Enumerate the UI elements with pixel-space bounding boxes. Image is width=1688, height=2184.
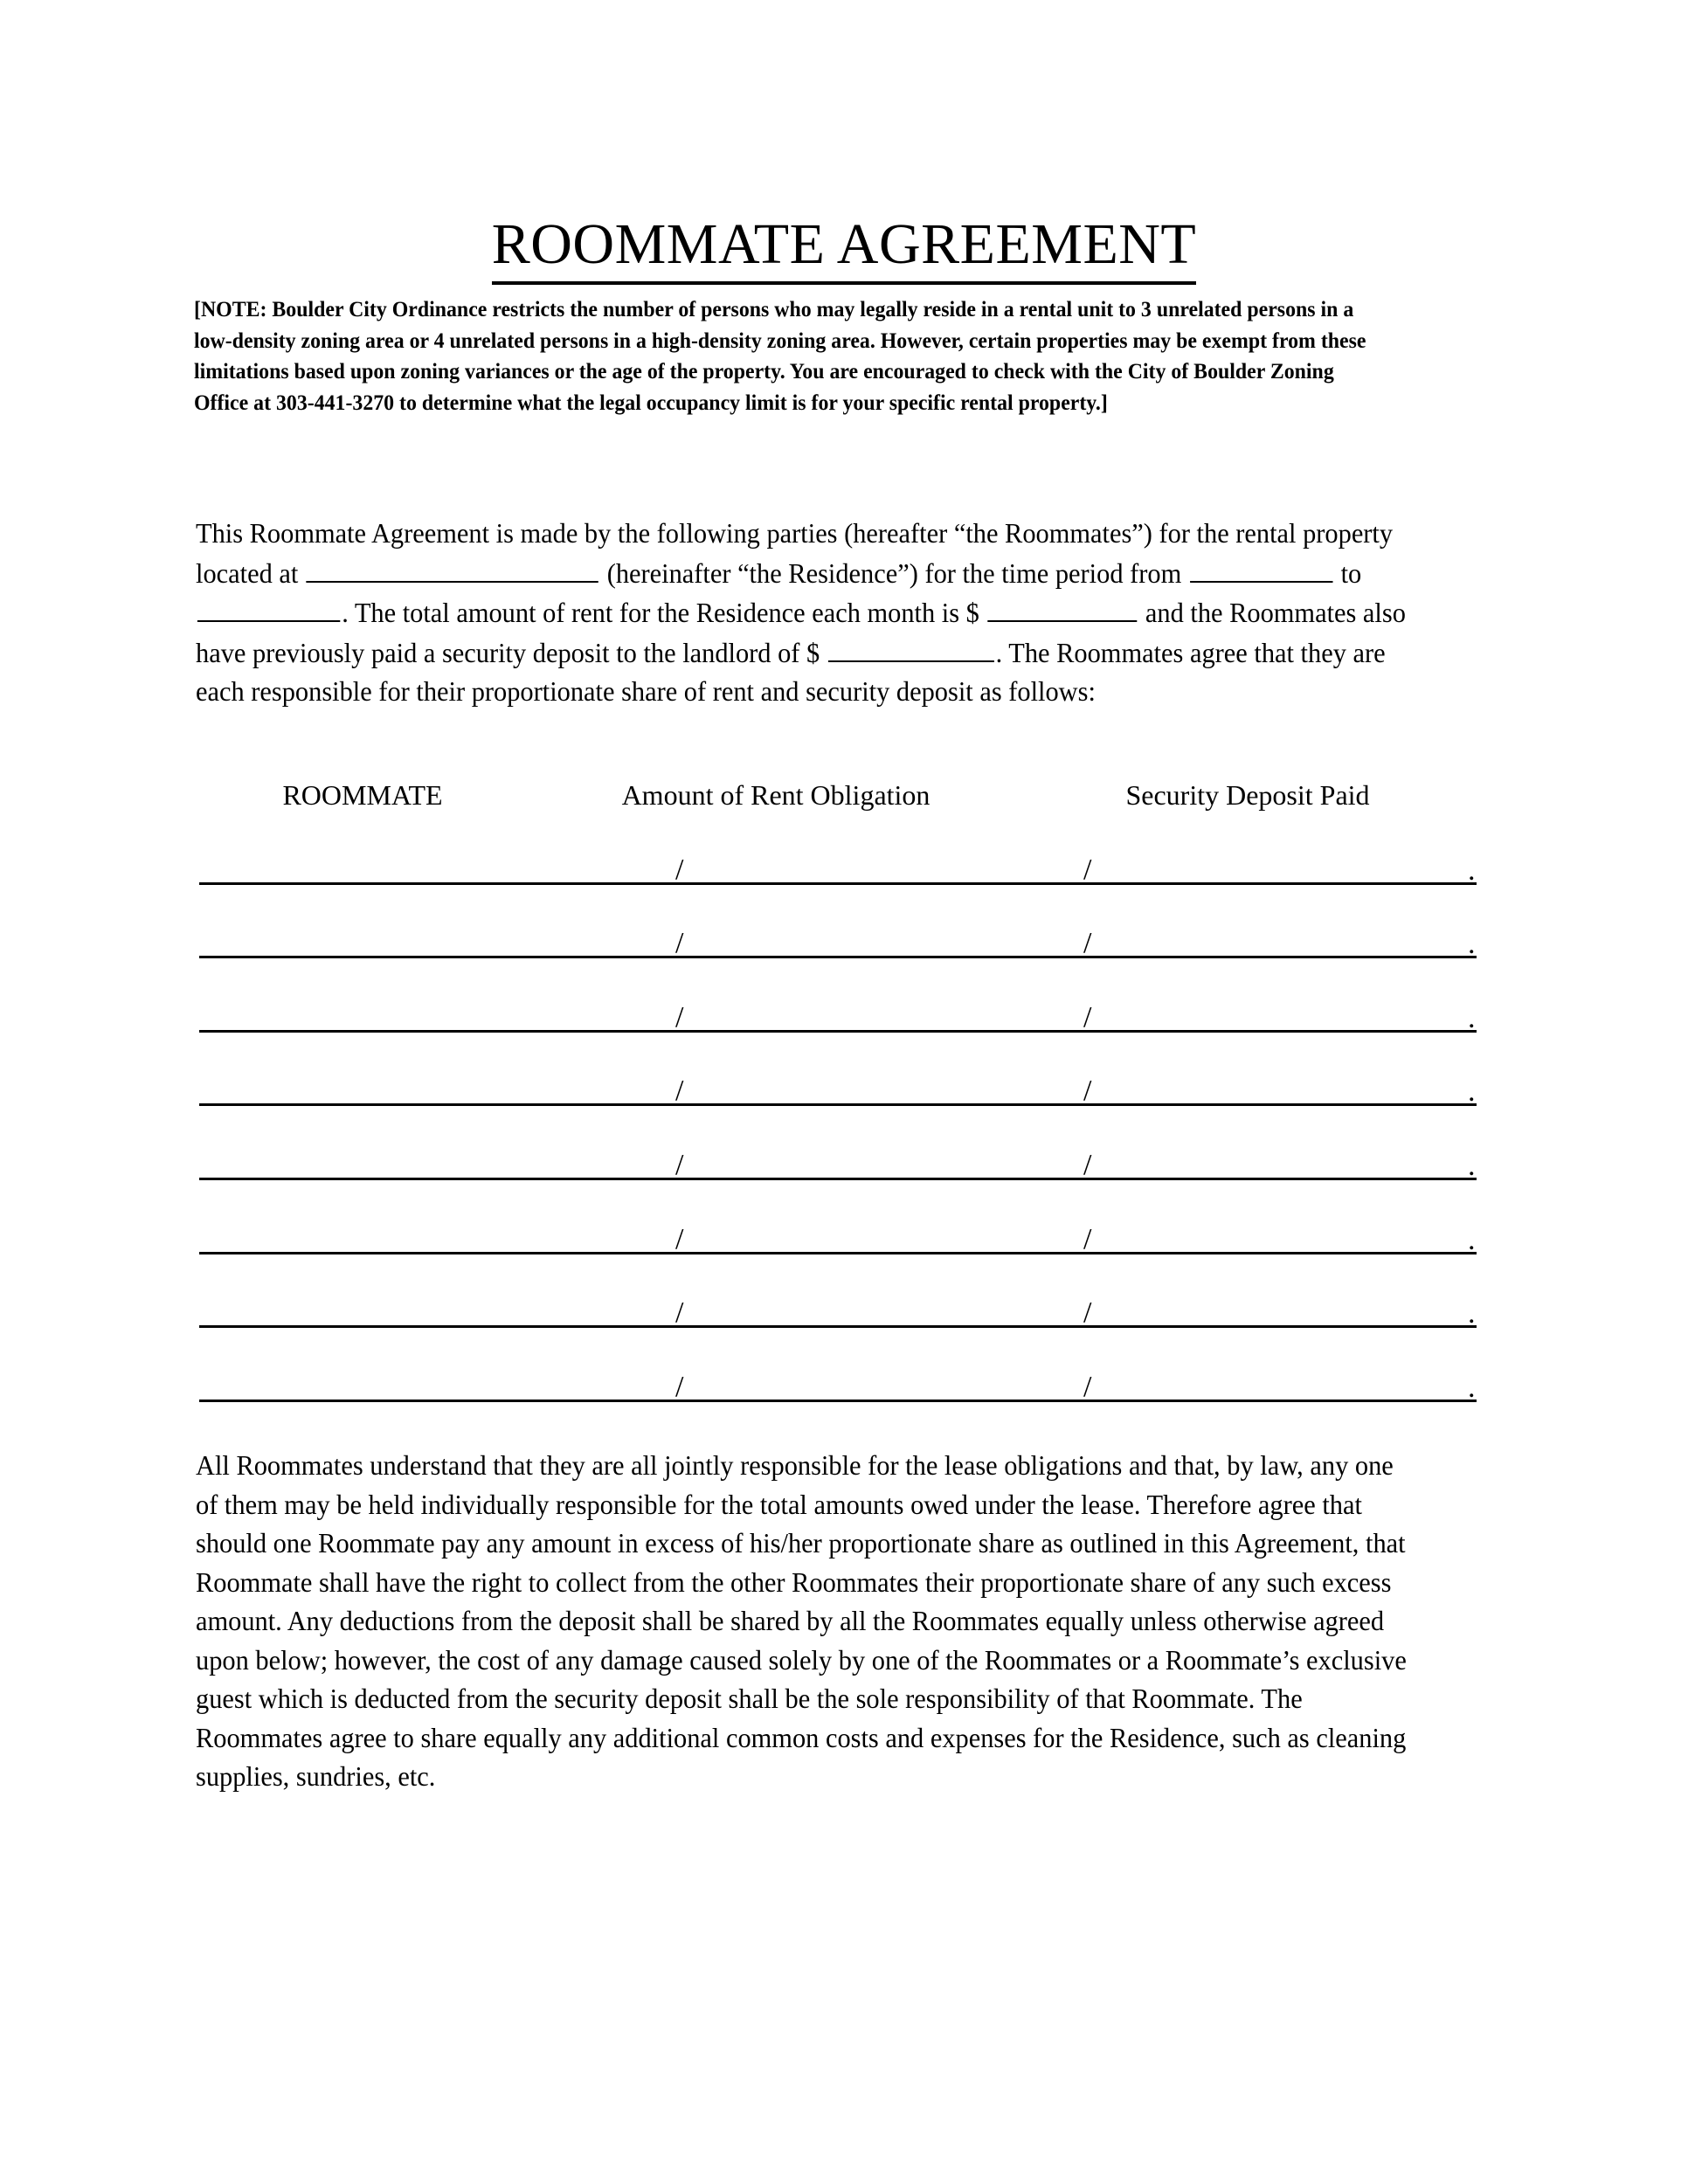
period-from-field[interactable] [1190,553,1332,583]
closing-paragraph: All Roommates understand that they are all jointly responsible for the lease obligations and that, by law, any one of them may be held individually responsible for the total amounts owed under the lease. Therefore agree that should one Roommate pay any amount in excess of his/her proportionate share as outlined in this Agreement, that Roommate shall have the right to collect from the other Roommates their proportionate share of any such excess amount. Any deductions from the deposit shall be shared by all the Roommates equally unless otherwise agreed upon below; however, the cost of any damage caused solely by one of the Roommates or a Roommate’s exclusive guest which is deducted from the security deposit shall be the sole responsibility of that Roommate. The Roommates agree to share equally any additional common costs and expenses for the Residence, such as cleaning supplies, sundries, etc. [196,1449,1407,1792]
row-separator-slash: / [675,927,684,960]
row-terminator-period: . [1468,1297,1476,1330]
table-row[interactable] [199,1057,1480,1131]
row-terminator-period: . [1468,1371,1476,1404]
row-write-line[interactable] [199,882,1477,885]
column-header-roommate: ROOMMATE [282,779,443,811]
roommate-table-rows [199,835,1480,1427]
row-write-line[interactable] [199,1178,1477,1180]
intro-segment-4: . The total amount of rent for the Residence each month is $ [342,597,986,628]
table-row[interactable] [199,1130,1480,1205]
row-separator-slash: / [1083,1370,1092,1403]
row-separator-slash: / [675,1148,684,1181]
intro-segment-3: to [1334,556,1362,589]
row-terminator-period: . [1468,1223,1476,1256]
ordinance-note: [NOTE: Boulder City Ordinance restricts the number of persons who may legally reside in a rental unit to 3 unrelated persons in a low-density zoning area or 4 unrelated persons in a high-density zoning area. However, certain properties may be exempt from these limitations based upon zoning variances or the age of the property. You are encouraged to check with the City of Boulder Zoning Office at 303-441-3270 to determine what the legal occupancy limit is for your specific rental property.] [194,296,1366,415]
row-separator-slash: / [1083,1075,1092,1108]
security-deposit-field[interactable] [828,632,994,662]
row-separator-slash: / [675,1222,684,1255]
row-write-line[interactable] [199,1252,1477,1254]
row-separator-slash: / [675,1075,684,1108]
row-terminator-period: . [1468,928,1476,961]
page-title [0,211,1688,285]
column-header-rent-obligation: Amount of Rent Obligation [621,779,930,811]
row-separator-slash: / [1083,1000,1092,1033]
period-to-field[interactable] [197,592,340,622]
intro-paragraph [196,514,1416,711]
roommate-table-header [199,776,1480,814]
row-terminator-period: . [1468,1075,1476,1109]
row-write-line[interactable] [199,1030,1477,1033]
row-write-line[interactable] [199,1103,1477,1106]
table-row[interactable] [199,1279,1480,1353]
table-row[interactable] [199,983,1480,1057]
table-row[interactable] [199,1352,1480,1427]
row-terminator-period: . [1468,1001,1476,1034]
intro-segment-2: (hereinafter “the Residence”) for the time period from [600,556,1188,589]
row-write-line[interactable] [199,956,1477,958]
intro-segment-6: . The Roommates agree that they are each responsible for their proportionate share of rent and security deposit as follows: [196,636,1386,707]
row-separator-slash: / [675,1000,684,1033]
row-separator-slash: / [675,1296,684,1330]
row-terminator-period: . [1468,854,1476,887]
row-separator-slash: / [675,1370,684,1403]
row-separator-slash: / [675,853,684,886]
table-row[interactable] [199,909,1480,984]
row-separator-slash: / [1083,1148,1092,1181]
page-title-text: ROOMMATE AGREEMENT [492,211,1197,285]
intro-segment-1: This Roommate Agreement is made by the following parties (hereafter “the Roommates”) for the rental property located at [196,517,1394,589]
address-field[interactable] [307,553,598,583]
table-row[interactable] [199,835,1480,909]
column-header-security-deposit: Security Deposit Paid [1125,779,1370,811]
row-write-line[interactable] [199,1400,1477,1402]
row-write-line[interactable] [199,1325,1477,1328]
row-separator-slash: / [1083,1296,1092,1330]
row-separator-slash: / [1083,1222,1092,1255]
row-separator-slash: / [1083,927,1092,960]
row-separator-slash: / [1083,853,1092,886]
row-terminator-period: . [1468,1149,1476,1182]
table-row[interactable] [199,1205,1480,1279]
intro-segment-5: and the Roommates also have previously paid a security deposit to the landlord of $ [196,597,1406,668]
monthly-rent-field[interactable] [987,592,1137,622]
